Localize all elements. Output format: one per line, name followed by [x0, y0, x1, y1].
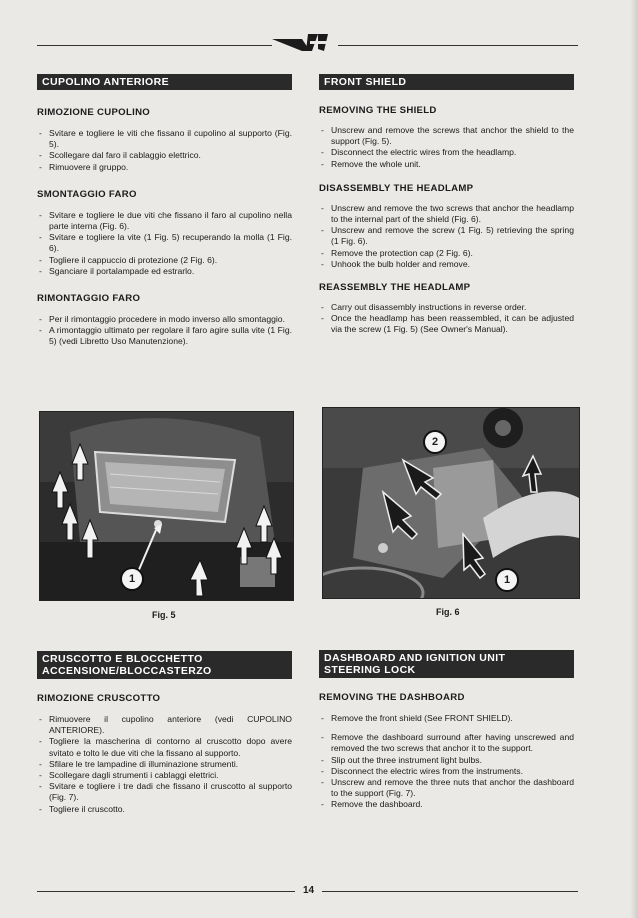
- section-title-line: ACCENSIONE/BLOCCASTERZO: [42, 665, 212, 677]
- list-item: - Remove the whole unit.: [319, 159, 574, 170]
- list-item: - Remove the front shield (See FRONT SHIELD).: [319, 713, 574, 724]
- figure-6-photo: [322, 407, 580, 599]
- section-title-cupolino: CUPOLINO ANTERIORE: [37, 74, 292, 90]
- left-column-upper: [37, 74, 292, 348]
- list-item: - Svitare e togliere le due viti che fissano il faro al cupolino nella parte interna (Fig. 6).: [37, 210, 292, 232]
- steps-list: [319, 203, 574, 270]
- section-title-line: DASHBOARD AND IGNITION UNIT: [324, 652, 506, 664]
- steps-list: [37, 714, 292, 815]
- subheading-removing-dashboard: REMOVING THE DASHBOARD: [319, 692, 465, 703]
- left-column-lower: [37, 651, 292, 815]
- page-number: 14: [303, 885, 315, 896]
- list-item: - Unhook the bulb holder and remove.: [319, 259, 574, 270]
- steps-list: [319, 713, 574, 811]
- section-title-line: CRUSCOTTO E BLOCCHETTO: [42, 653, 203, 665]
- list-item: - A rimontaggio ultimato per regolare il faro agire sulla vite (1 Fig. 5) (vedi Libretto Uso Manutenzione).: [37, 325, 292, 347]
- list-item: - Unscrew and remove the screws that anchor the shield to the support (Fig. 5).: [319, 125, 574, 147]
- subheading-rimontaggio-faro: RIMONTAGGIO FARO: [37, 293, 141, 305]
- header-rule-right: [338, 45, 578, 46]
- steps-list: [319, 302, 574, 336]
- list-item: - Scollegare dal faro il cablaggio elettrico.: [37, 150, 292, 161]
- list-item: - Carry out disassembly instructions in reverse order.: [319, 302, 574, 313]
- steps-list: [37, 210, 292, 277]
- subheading-reassembly-headlamp: REASSEMBLY THE HEADLAMP: [319, 282, 471, 294]
- figure-6-caption: Fig. 6: [436, 607, 460, 617]
- list-item: - Togliere il cappuccio di protezione (2 Fig. 6).: [37, 255, 292, 266]
- list-item: - Slip out the three instrument light bulbs.: [319, 755, 574, 766]
- callout-2: 2: [423, 430, 447, 454]
- list-item: - Svitare e togliere i tre dadi che fissano il cruscotto al supporto (Fig. 7).: [37, 781, 292, 803]
- list-item: - Sfilare le tre lampadine di illuminazione strumenti.: [37, 759, 292, 770]
- list-item: - Disconnect the electric wires from the instruments.: [319, 766, 574, 777]
- list-item: - Sganciare il portalampade ed estrarlo.: [37, 266, 292, 277]
- subheading-rimozione-cupolino: RIMOZIONE CUPOLINO: [37, 107, 151, 118]
- figure-5-photo: [39, 411, 294, 601]
- list-item: - Unscrew and remove the screw (1 Fig. 5) retrieving the spring (1 Fig. 6).: [319, 225, 574, 247]
- footer-rule-right: [322, 891, 578, 892]
- steps-list: [37, 128, 292, 173]
- subheading-smontaggio-faro: SMONTAGGIO FARO: [37, 188, 137, 200]
- list-item: - Disconnect the electric wires from the headlamp.: [319, 147, 574, 158]
- list-item: - Per il rimontaggio procedere in modo inverso allo smontaggio.: [37, 314, 292, 325]
- list-item: - Remove the dashboard.: [319, 799, 574, 810]
- section-title-cruscotto: [37, 651, 292, 679]
- footer-rule-left: [37, 891, 295, 892]
- figure-5-caption: Fig. 5: [152, 610, 176, 620]
- list-item: - Svitare e togliere la vite (1 Fig. 5) recuperando la molla (1 Fig. 6).: [37, 232, 292, 254]
- right-column-lower: [319, 650, 574, 811]
- subheading-removing-shield: REMOVING THE SHIELD: [319, 105, 437, 116]
- list-item: - Scollegare dagli strumenti i cablaggi elettrici.: [37, 770, 292, 781]
- list-item: - Remove the dashboard surround after having unscrewed and removed the two screws that anchor it to the support.: [319, 732, 574, 754]
- section-title-front-shield: FRONT SHIELD: [319, 74, 574, 90]
- list-item: - Unscrew and remove the two screws that anchor the headlamp to the internal part of the shield (Fig. 6).: [319, 203, 574, 225]
- callout-1: 1: [120, 567, 144, 591]
- steps-list: [319, 125, 574, 170]
- list-item: - Unscrew and remove the three nuts that anchor the dashboard to the support (Fig. 7).: [319, 777, 574, 799]
- section-title-dashboard: [319, 650, 574, 678]
- callout-1: 1: [495, 568, 519, 592]
- list-item: - Svitare e togliere le viti che fissano il cupolino al supporto (Fig. 5).: [37, 128, 292, 150]
- subheading-disassembly-headlamp: DISASSEMBLY THE HEADLAMP: [319, 182, 474, 194]
- right-column-upper: [319, 74, 574, 336]
- section-title-line: STEERING LOCK: [324, 664, 416, 676]
- list-item: - Togliere il cruscotto.: [37, 804, 292, 815]
- subheading-rimozione-cruscotto: RIMOZIONE CRUSCOTTO: [37, 693, 161, 704]
- list-item: - Once the headlamp has been reassembled, it can be adjusted via the screw (1 Fig. 5) (See Owner's Manual).: [319, 313, 574, 335]
- header-rule-left: [37, 45, 272, 46]
- logo-icon: [272, 31, 338, 53]
- page-edge-shadow: [630, 0, 638, 918]
- list-item: - Togliere la mascherina di contorno al cruscotto dopo avere svitato e tolto le due viti che la fissano al supporto.: [37, 736, 292, 758]
- list-item: - Rimuovere il cupolino anteriore (vedi CUPOLINO ANTERIORE).: [37, 714, 292, 736]
- list-item: - Remove the protection cap (2 Fig. 6).: [319, 248, 574, 259]
- steps-list: [37, 314, 292, 348]
- list-item: - Rimuovere il gruppo.: [37, 162, 292, 173]
